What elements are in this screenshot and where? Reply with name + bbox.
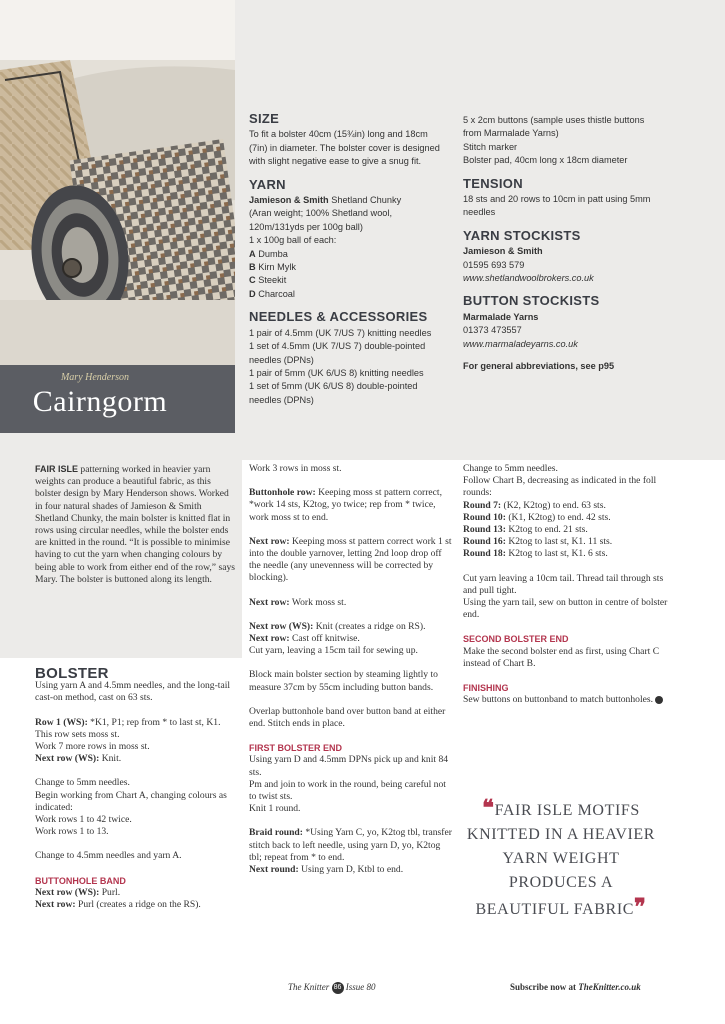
size-heading: SIZE	[249, 111, 280, 126]
paragraph: Work 7 more rows in moss st.	[35, 741, 150, 753]
paragraph: Next row: Keeping moss st pattern correct work 1 st into the double yarnover, letting 2nd loop drop off the needle (any unevenness will be corrected by blocking).	[249, 535, 452, 584]
column-2	[249, 463, 454, 876]
paragraph: Pm and join to work in the round, being careful not to twist sts.	[249, 778, 446, 803]
paragraph: Overlap buttonhole band over button band at either end. Stitch ends in place.	[249, 705, 446, 730]
yarn-heading: YARN	[249, 176, 286, 192]
yarn-line: 120m/131yds per 100g ball)	[249, 221, 363, 232]
buttonhole-band-heading: BUTTONHOLE BAND	[35, 875, 126, 886]
paragraph: Cut yarn leaving a 10cm tail. Thread tail through sts and pull tight.	[463, 572, 664, 596]
tension-heading: TENSION	[463, 175, 523, 191]
tension-line: 18 sts and 20 rows to 10cm in patt using 5mm	[463, 194, 651, 205]
footer-right	[510, 982, 641, 992]
notions-line: 5 x 2cm buttons (sample uses thistle buttons	[463, 115, 645, 125]
paragraph: Change to 4.5mm needles and yarn A.	[35, 850, 182, 862]
notions-line: Stitch marker	[463, 141, 518, 152]
yarn-stockist-phone: 01595 693 579	[463, 259, 525, 270]
bolster-illustration	[0, 0, 235, 365]
magazine-name: The Knitter	[288, 982, 330, 993]
round-line: Round 18: K2tog to last st, K1. 6 sts.	[463, 548, 608, 560]
needles-heading: NEEDLES & ACCESSORIES	[249, 309, 428, 325]
round-line: Round 7: (K2, K2tog) to end. 63 sts.	[463, 499, 606, 511]
quote-text: FAIR ISLE MOTIFS KNITTED IN A HEAVIER YARN WEIGHT PRODUCES A BEAUTIFUL FABRIC	[466, 802, 656, 918]
issue-number: Issue 80	[345, 982, 376, 993]
paragraph: Work rows 1 to 42 twice.	[35, 814, 132, 826]
paragraph: Block main bolster section by steaming lightly to measure 37cm by 55cm including button bands.	[249, 669, 438, 693]
paragraph: Change to 5mm needles.	[35, 777, 130, 789]
paragraph: Using yarn A and 4.5mm needles, and the long-tail cast-on method, cast on 63 sts.	[35, 680, 231, 704]
paragraph: Next row (WS): Knit (creates a ridge on RS).	[249, 620, 426, 632]
yarn-stockist-link[interactable]: www.shetlandwoolbrokers.co.uk	[463, 273, 594, 284]
round-line: Round 13: K2tog to end. 21 sts.	[463, 524, 588, 536]
yarn-line: (Aran weight; 100% Shetland wool,	[249, 208, 393, 219]
round-line: Round 16: K2tog to last st, K1. 11 sts.	[463, 536, 613, 548]
paragraph: Knit 1 round.	[249, 803, 301, 815]
needles-line: 1 set of 4.5mm (UK 7/US 7) double-pointed	[249, 341, 426, 352]
needles-line: needles (DPNs)	[249, 354, 314, 365]
paragraph: Braid round: *Using Yarn C, yo, K2tog tbl, transfer stitch back to left needle, using yarn D, yo, K2tog tbl; repeat from * to end.	[249, 827, 452, 863]
needles-line: needles (DPNs)	[249, 394, 314, 405]
tension-line: needles	[463, 207, 496, 218]
pull-quote	[462, 796, 660, 922]
yarn-colour: C Steekit	[249, 275, 287, 286]
notions-line: from Marmalade Yarns)	[463, 128, 559, 139]
first-bolster-end-heading: FIRST BOLSTER END	[249, 743, 343, 754]
paragraph: Next row: Cast off knitwise.	[249, 633, 360, 645]
paragraph: Next round: Using yarn D, Ktbl to end.	[249, 864, 404, 876]
yarn-colour: A Dumba	[249, 248, 288, 259]
paragraph: Begin working from Chart A, changing colours as indicated:	[35, 789, 227, 813]
paragraph: Cut yarn, leaving a 15cm tail for sewing up.	[249, 645, 418, 657]
size-line: with slight negative ease to give a snug fit.	[249, 156, 422, 167]
subscribe-link[interactable]: TheKnitter.co.uk	[578, 982, 641, 992]
yarn-stockists-heading: YARN STOCKISTS	[463, 227, 581, 243]
bolster-photo	[0, 0, 235, 365]
needles-line: 1 pair of 4.5mm (UK 7/US 7) knitting needles	[249, 327, 432, 338]
subscribe-text: Subscribe now at	[510, 982, 579, 992]
info-column-right	[463, 114, 703, 374]
paragraph: Follow Chart B, decreasing as indicated in the foll rounds:	[463, 475, 657, 499]
close-quote-icon: ❞	[634, 894, 647, 919]
intro-body: patterning worked in heavier yarn weights can produce a beautiful fabric, as this bolster design by Mary Henderson shows. Worked in four natural shades of Jamieson & Smith Shetland Chunky, the main bolster is knitted flat in rows using circular needles, while the bolster ends are knitted in the round. “It is possible to minimise having to cut the yarn when changing colours by being able to work from either end of the row,” says Mary. The bolster is buttoned along its length.	[35, 464, 235, 585]
second-bolster-end-heading: SECOND BOLSTER END	[463, 634, 569, 645]
open-quote-icon: ❝	[482, 795, 495, 820]
size-line: (7in) in diameter. The bolster cover is designed	[249, 142, 440, 153]
paragraph: This row sets moss st.	[35, 728, 120, 740]
paragraph: Change to 5mm needles.	[463, 463, 558, 474]
intro-text	[35, 463, 235, 586]
abbreviations-note: For general abbreviations, see p95	[463, 361, 615, 372]
info-column-left	[249, 112, 454, 407]
yarn-line: 1 x 100g ball of each:	[249, 235, 337, 246]
page-number: 86	[332, 982, 344, 994]
yarn-colour: B Kirn Mylk	[249, 262, 296, 273]
paragraph: Next row (WS): Purl.	[35, 886, 121, 898]
notions-line: Bolster pad, 40cm long x 18cm diameter	[463, 155, 628, 166]
finishing-heading: FINISHING	[463, 683, 509, 694]
button-stockists-heading: BUTTON STOCKISTS	[463, 293, 600, 309]
author-name: Mary Henderson	[60, 372, 130, 383]
paragraph: Work 3 rows in moss st.	[249, 463, 342, 474]
needles-line: 1 pair of 5mm (UK 6/US 8) knitting needles	[249, 367, 424, 378]
yarn-colour: D Charcoal	[249, 288, 295, 299]
paragraph: Using yarn D and 4.5mm DPNs pick up and knit 84 sts.	[249, 754, 449, 778]
paragraph: Using the yarn tail, sew on button in centre of bolster end.	[463, 597, 668, 621]
bolster-heading: BOLSTER	[35, 665, 109, 682]
yarn-stockist-name: Jamieson & Smith	[463, 246, 543, 257]
yarn-product: Jamieson & Smith Shetland Chunky	[249, 195, 402, 206]
paragraph: Work rows 1 to 13.	[35, 826, 109, 838]
round-line: Round 10: (K1, K2tog) to end. 42 sts.	[463, 511, 611, 523]
info-panel-extension	[242, 433, 725, 460]
button-stockist-name: Marmalade Yarns	[463, 311, 539, 322]
button-stockist-link[interactable]: www.marmaladeyarns.co.uk	[463, 338, 578, 349]
needles-line: 1 set of 5mm (UK 6/US 8) double-pointed	[249, 381, 418, 392]
size-line: To fit a bolster 40cm (15¾in) long and 18cm	[249, 129, 428, 140]
intro-lead: FAIR ISLE	[35, 464, 79, 474]
button-stockist-phone: 01373 473557	[463, 325, 522, 336]
paragraph: Next row: Work moss st.	[249, 596, 347, 608]
column-1	[35, 665, 240, 911]
column-3	[463, 463, 673, 706]
paragraph: Sew buttons on buttonband to match buttonholes.	[463, 694, 673, 706]
paragraph: Buttonhole row: Keeping moss st pattern correct, *work 14 sts, K2tog, yo twice; rep from * twice, work moss st to end.	[249, 487, 442, 523]
paragraph: Next row: Purl (creates a ridge on the RS).	[35, 899, 201, 911]
footer-left	[288, 982, 376, 994]
pattern-title: Cairngorm	[32, 385, 168, 418]
end-mark-icon	[655, 696, 663, 704]
paragraph: Row 1 (WS): *K1, P1; rep from * to last st, K1.	[35, 716, 221, 728]
paragraph: Make the second bolster end as first, using Chart C instead of Chart B.	[463, 645, 660, 669]
paragraph: Next row (WS): Knit.	[35, 753, 122, 765]
